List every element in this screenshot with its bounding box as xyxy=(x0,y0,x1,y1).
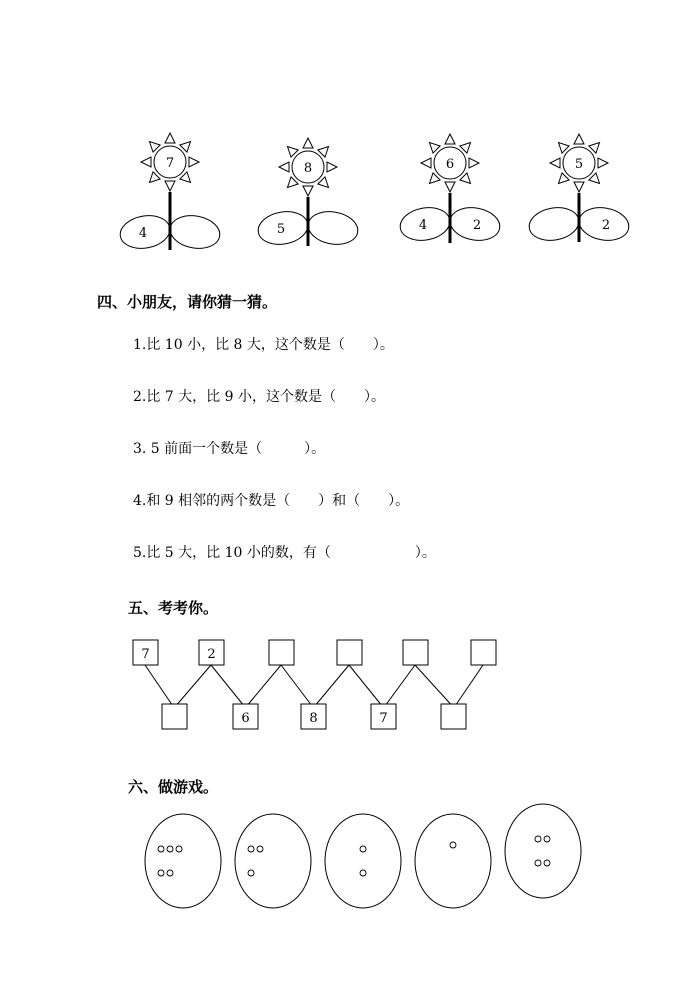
sun-ray xyxy=(469,158,479,168)
dot xyxy=(544,860,550,866)
flower-center-number: 7 xyxy=(165,156,175,171)
sun-ray xyxy=(279,162,289,172)
dot xyxy=(167,870,173,876)
dot-oval xyxy=(325,814,401,908)
left-leaf-number: 4 xyxy=(138,226,148,241)
chain-line xyxy=(249,665,282,704)
left-leaf-number: 4 xyxy=(418,218,428,233)
oval-outline xyxy=(325,814,401,908)
question-4: 4.和 9 相邻的两个数是（ ）和（ ）。 xyxy=(133,493,410,509)
bottom-box-number: 6 xyxy=(241,711,250,726)
chain-line xyxy=(178,665,212,704)
flowers-figure xyxy=(0,0,695,260)
dot xyxy=(248,870,254,876)
top-box-number: 2 xyxy=(207,647,216,662)
bottom-box xyxy=(162,704,187,729)
dot xyxy=(535,836,541,842)
top-box xyxy=(403,640,428,665)
flower xyxy=(398,134,503,244)
top-box-number: 7 xyxy=(141,647,150,662)
dot xyxy=(450,842,456,848)
sun-ray xyxy=(421,158,431,168)
right-leaf xyxy=(168,212,223,252)
section6-title: 六、做游戏。 xyxy=(128,778,219,796)
dot xyxy=(158,870,164,876)
chain-line xyxy=(457,665,484,704)
dot-oval xyxy=(415,814,491,908)
bottom-box-number: 8 xyxy=(309,711,318,726)
top-box xyxy=(471,640,496,665)
chain-line xyxy=(387,665,416,704)
right-leaf xyxy=(306,208,361,248)
chain-line xyxy=(415,665,451,704)
chain-line xyxy=(145,665,172,704)
section4-title: 四、小朋友，请你猜一猜。 xyxy=(97,293,278,311)
left-leaf-number: 5 xyxy=(276,222,286,237)
dot xyxy=(360,870,366,876)
dot xyxy=(158,846,164,852)
sun-ray xyxy=(303,138,313,148)
chain-line xyxy=(281,665,311,704)
chain-line xyxy=(211,665,243,704)
question-5: 5.比 5 大，比 10 小的数，有（ ）。 xyxy=(133,545,436,561)
dot xyxy=(257,846,263,852)
dot xyxy=(176,846,182,852)
sun-ray xyxy=(574,134,584,144)
flower xyxy=(527,134,632,244)
sun-ray xyxy=(165,181,175,191)
number-chain-figure xyxy=(0,630,695,740)
right-leaf-number: 2 xyxy=(601,218,611,233)
flower xyxy=(256,138,361,248)
flower-center-number: 8 xyxy=(303,161,313,176)
dot xyxy=(535,860,541,866)
dot xyxy=(360,846,366,852)
dot xyxy=(167,846,173,852)
dot-oval xyxy=(505,804,581,898)
left-leaf xyxy=(527,204,582,244)
flower-center-number: 5 xyxy=(574,157,584,172)
flower-center-number: 6 xyxy=(445,157,455,172)
sun-ray xyxy=(445,134,455,144)
question-2: 2.比 7 大，比 9 小，这个数是（ ）。 xyxy=(133,389,385,405)
sun-ray xyxy=(445,182,455,192)
section5-title: 五、考考你。 xyxy=(128,599,219,617)
sun-ray xyxy=(303,186,313,196)
oval-outline xyxy=(235,814,311,908)
sun-ray xyxy=(189,157,199,167)
flower xyxy=(118,133,223,252)
sun-ray xyxy=(327,162,337,172)
sun-ray xyxy=(574,182,584,192)
dot xyxy=(544,836,550,842)
top-box xyxy=(269,640,294,665)
question-1: 1.比 10 小，比 8 大，这个数是（ ）。 xyxy=(133,337,394,353)
chain-line xyxy=(317,665,350,704)
bottom-box-number: 7 xyxy=(379,711,388,726)
dot-ovals-figure xyxy=(0,795,695,920)
sun-ray xyxy=(165,133,175,143)
chain-line xyxy=(349,665,381,704)
bottom-box xyxy=(441,704,466,729)
sun-ray xyxy=(141,157,151,167)
right-leaf-number: 2 xyxy=(472,218,482,233)
dot-oval xyxy=(235,814,311,908)
sun-ray xyxy=(550,158,560,168)
dot-oval xyxy=(145,814,221,908)
oval-outline xyxy=(145,814,221,908)
oval-outline xyxy=(505,804,581,898)
oval-outline xyxy=(415,814,491,908)
sun-ray xyxy=(598,158,608,168)
question-3: 3. 5 前面一个数是（ ）。 xyxy=(133,441,326,457)
dot xyxy=(248,846,254,852)
top-box xyxy=(337,640,362,665)
